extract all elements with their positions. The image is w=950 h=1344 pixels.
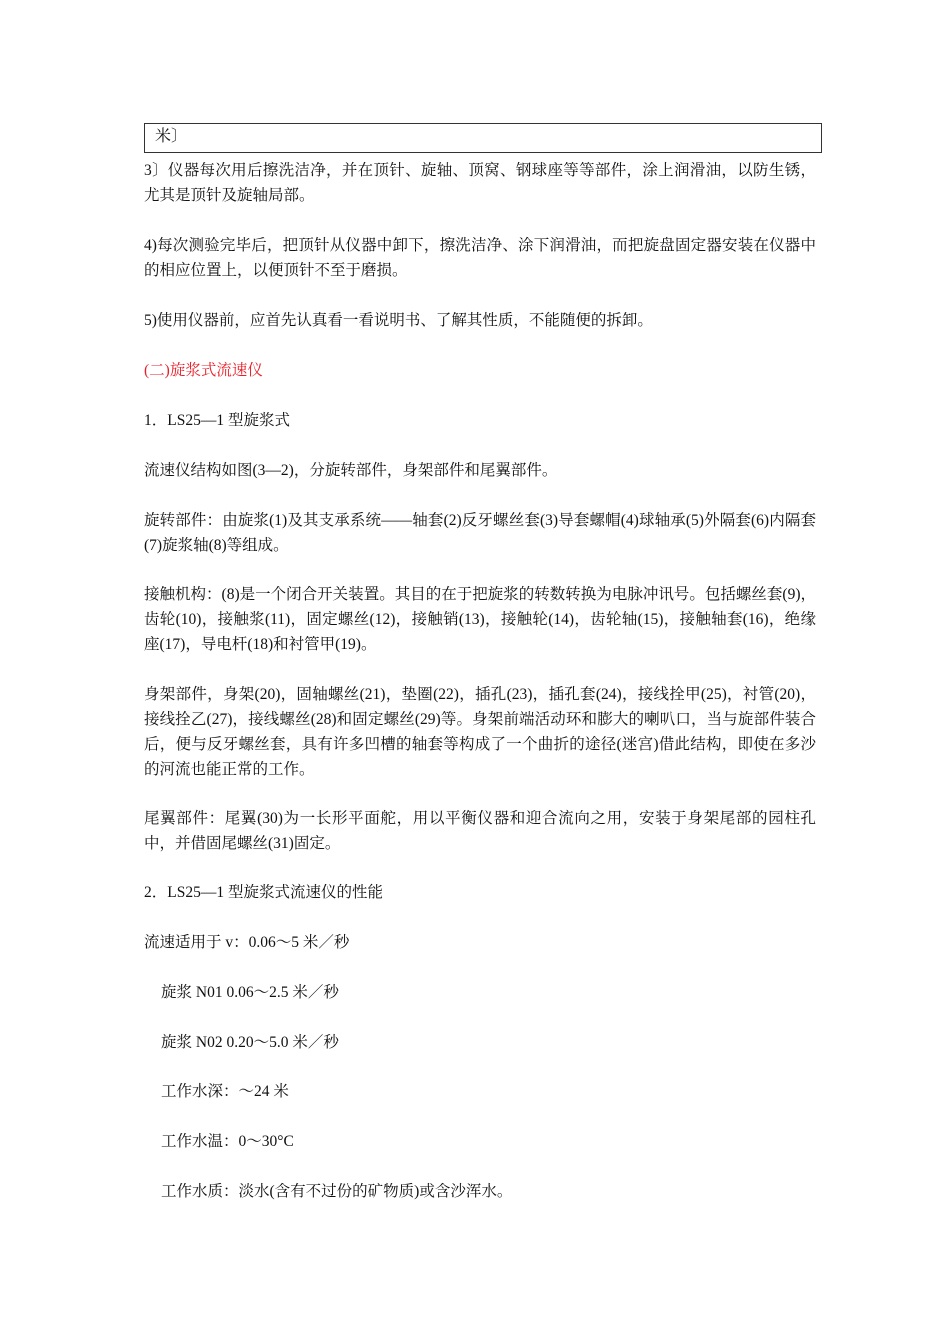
table-cell-fragment: 米〕 [144, 123, 822, 153]
paragraph-structure: 流速仪结构如图(3—2)，分旋转部件，身架部件和尾翼部件。 [144, 462, 558, 479]
paragraph-maintenance-3: 3〕仪器每次用后擦洗洁净，并在顶针、旋轴、顶窝、钢球座等等部件，涂上润滑油，以防生锈，尤其是顶针及旋轴局部。 [144, 162, 816, 204]
paragraph-rotating-parts: 旋转部件：由旋浆(1)及其支承系统——轴套(2)反牙螺丝套(3)导套螺帽(4)球轴承(5)外隔套(6)内隔套(7)旋浆轴(8)等组成。 [144, 512, 816, 554]
subsection-heading-1: 1．LS25—1 型旋浆式 [144, 412, 290, 429]
spec-water-quality: 工作水质：淡水(含有不过份的矿物质)或含沙浑水。 [161, 1183, 513, 1200]
spec-water-temperature: 工作水温：0～30°C [161, 1133, 294, 1150]
paragraph-contact-mechanism: 接触机构：(8)是一个闭合开关装置。其目的在于把旋浆的转数转换为电脉冲讯号。包括螺丝套(9)，齿轮(10)，接触浆(11)，固定螺丝(12)，接触销(13)，接触轮(14)，齿轮轴(15)，接触轴套(16)，绝缘座(17)，导电杆(18)和衬管甲(19)。 [144, 586, 816, 653]
spec-propeller-n01: 旋浆 N01 0.06～2.5 米／秒 [161, 984, 339, 1001]
spec-propeller-n02: 旋浆 N02 0.20～5.0 米／秒 [161, 1034, 339, 1051]
spec-velocity-range: 流速适用于 v：0.06～5 米／秒 [144, 934, 350, 951]
paragraph-tail-parts: 尾翼部件：尾翼(30)为一长形平面舵，用以平衡仪器和迎合流向之用，安装于身架尾部的园柱孔中，并借固尾螺丝(31)固定。 [144, 810, 816, 852]
spec-water-depth: 工作水深：～24 米 [161, 1083, 289, 1100]
paragraph-maintenance-5: 5)使用仪器前，应首先认真看一看说明书、了解其性质，不能随便的拆卸。 [144, 312, 653, 329]
paragraph-body-parts: 身架部件，身架(20)，固轴螺丝(21)，垫圈(22)，插孔(23)，插孔套(24)，接线拴甲(25)，衬管(20)，接线拴乙(27)，接线螺丝(28)和固定螺丝(29)等。身架前端活动环和膨大的喇叭口，当与旋部件装合后，便与反牙螺丝套，具有许多凹槽的轴套等构成了一个曲折的途径(迷宫)借此结构，即使在多沙的河流也能正常的工作。 [144, 686, 816, 778]
section-heading: (二)旋浆式流速仪 [144, 362, 263, 379]
subsection-heading-2: 2．LS25—1 型旋浆式流速仪的性能 [144, 884, 383, 901]
paragraph-maintenance-4: 4)每次测验完毕后，把顶针从仪器中卸下，擦洗洁净、涂下润滑油，而把旋盘固定器安装在仪器中的相应位置上，以便顶针不至于磨损。 [144, 237, 816, 279]
